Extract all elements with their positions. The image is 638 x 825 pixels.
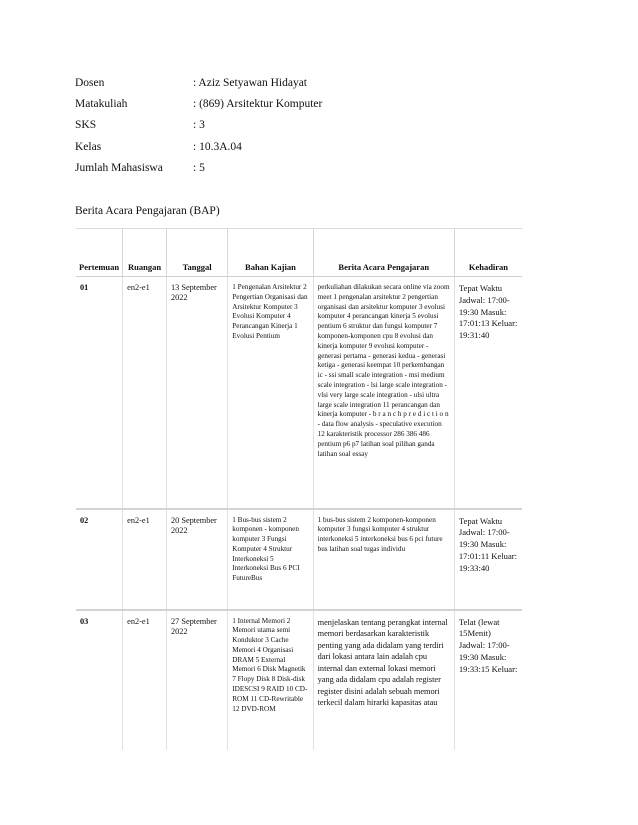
info-value: : 5 — [193, 162, 205, 175]
cell-bahan-kajian: 1 Internal Memori 2 Memori utama semi Konduktor 3 Cache Memori 4 Organisasi DRAM 5 External Memori 6 Disk Magnetik 7 Flopy Disk 8 Disk-disk IDESCSI 9 RAID 10 CD-ROM 11 CD-Rewritable 12 DVD-ROM — [228, 610, 313, 750]
cell-berita-acara: 1 bus-bus sistem 2 komponen-komponen komputer 3 fungsi komputer 4 struktur interkoneksi 5 interkoneksi bus 6 pci future bus latihan soal tugas individu — [313, 509, 454, 610]
table-row — [76, 509, 522, 610]
info-label: Kelas — [75, 140, 102, 153]
info-row-dosen — [75, 72, 322, 93]
table-row — [76, 610, 522, 750]
cell-kehadiran: Tepat Waktu Jadwal: 17:00-19:30 Masuk: 17:01:11 Keluar: 19:33:40 — [454, 509, 522, 610]
cell-pertemuan: 03 — [76, 610, 123, 750]
cell-berita-acara: menjelaskan tentang perangkat internal memori berdasarkan karakteristik penting yang ada didalam yang terdiri dari lokasi antara lain adalah cpu internal dan external lokasi memori yang ada didalam cpu adalah register register disini adalah sebuah memori terkecil dalam hirarki kapasitas atau — [313, 610, 454, 750]
info-label: Matakuliah — [75, 98, 128, 111]
cell-berita-acara: perkuliahan dilakukan secara online via zoom meet 1 pengenalan arsitektur 2 pengertian organisasi dan arsitektur komputer 3 evolusi komputer 4 perancangan kinerja 5 evolusi pentium 6 struktur dan fungsi komputer 7 komponen-komponen cpu 8 evolusi dan kinerja komputer 9 evolusi komputer - generasi pertama - generasi kedua - generasi ketiga - generasi keempat 10 perkembangan ic - ssi small scale integration - msi medium scale integration - lsi large scale integration - vlsi very large scale integration - ulsi ultra large scale integration 11 perancangan dan kinerja komputer - b r a n c h p r e d i c t i o n - data flow analysis - speculative execution 12 karakteristik processor 286 386 486 pentium p6 p7 latihan soal pilihan ganda latihan soal essay — [313, 277, 454, 509]
info-value: : Aziz Setyawan Hidayat — [193, 76, 308, 89]
course-info — [75, 72, 322, 179]
info-row-matakuliah — [75, 93, 322, 114]
info-label: Jumlah Mahasiswa — [75, 162, 163, 175]
cell-ruangan: en2-e1 — [123, 610, 167, 750]
cell-tanggal: 27 September 2022 — [166, 610, 227, 750]
header-ruangan: Ruangan — [123, 229, 167, 277]
info-value: : 3 — [193, 119, 205, 132]
info-label: SKS — [75, 119, 97, 132]
bap-title: Berita Acara Pengajaran (BAP) — [75, 205, 220, 217]
header-tanggal: Tanggal — [166, 229, 227, 277]
table-header-row — [76, 229, 522, 277]
header-bahan-kajian: Bahan Kajian — [228, 229, 313, 277]
info-label: Dosen — [75, 76, 105, 89]
cell-pertemuan: 02 — [76, 509, 123, 610]
info-value: : (869) Arsitektur Komputer — [193, 98, 323, 111]
cell-ruangan: en2-e1 — [123, 509, 167, 610]
cell-pertemuan: 01 — [76, 277, 123, 509]
table-row — [76, 277, 522, 509]
cell-tanggal: 13 September 2022 — [166, 277, 227, 509]
cell-kehadiran: Tepat Waktu Jadwal: 17:00-19:30 Masuk: 17:01:13 Keluar: 19:31:40 — [454, 277, 522, 509]
info-row-jumlah-mahasiswa — [75, 158, 322, 179]
info-row-sks — [75, 115, 322, 136]
cell-kehadiran: Telat (lewat 15Menit) Jadwal: 17:00-19:30 Masuk: 19:33:15 Keluar: — [458, 616, 518, 674]
header-pertemuan: Pertemuan — [76, 229, 123, 277]
header-kehadiran: Kehadiran — [454, 229, 522, 277]
cell-bahan-kajian: 1 Pengenalan Arsitektur 2 Pengertian Organisasi dan Arsitektur Komputer 3 Evolusi Komputer 4 Perancangan Kinerja 1 Evolusi Pentium — [228, 277, 313, 509]
info-row-kelas — [75, 136, 322, 157]
bap-table — [76, 228, 522, 750]
cell-bahan-kajian: 1 Bus-bus sistem 2 komponen - komponen komputer 3 Fungsi Komputer 4 Struktur Interkoneksi 5 Interkoneksi Bus 6 PCI FutureBus — [228, 509, 313, 610]
cell-ruangan: en2-e1 — [123, 277, 167, 509]
info-value: : 10.3A.04 — [193, 140, 242, 153]
header-berita-acara: Berita Acara Pengajaran — [313, 229, 454, 277]
cell-tanggal: 20 September 2022 — [166, 509, 227, 610]
